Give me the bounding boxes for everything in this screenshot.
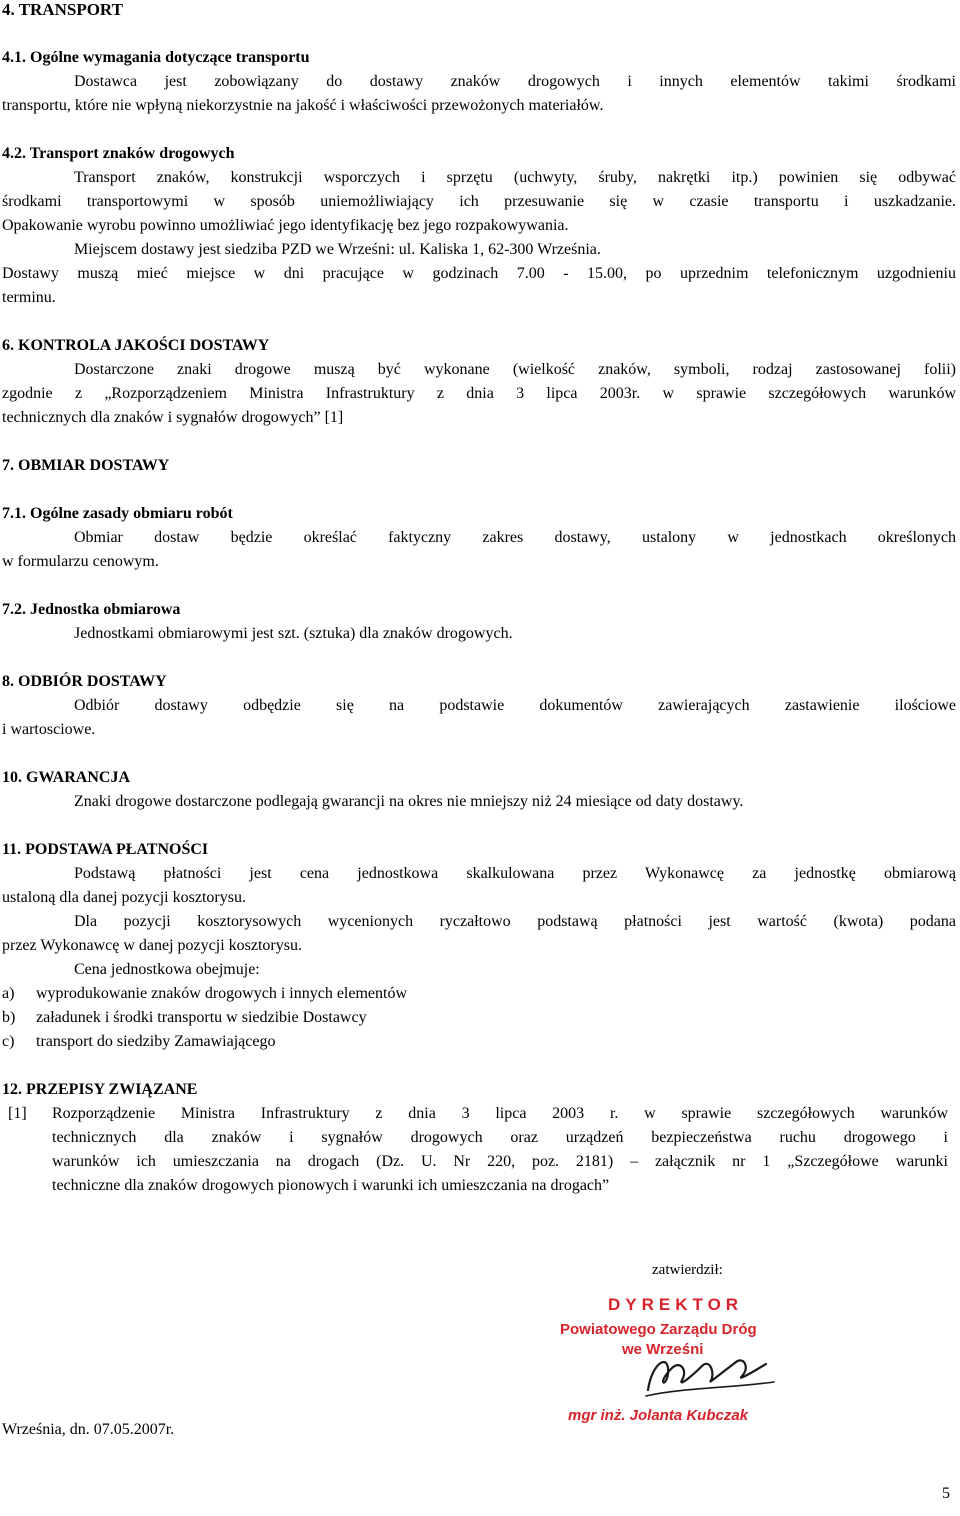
section-7-2-heading: 7.2. Jednostka obmiarowa (2, 601, 181, 618)
section-8-line-2: i wartosciowe. (2, 721, 96, 738)
section-7-heading: 7. OBMIAR DOSTAWY (2, 457, 170, 474)
list-item-marker: b) (2, 1009, 16, 1026)
reference-line-2: technicznych dla znaków i sygnałów drogowych oraz urządzeń bezpieczeństwa ruchu drogowego i (52, 1129, 948, 1146)
section-4-1-line-1: Dostawca jest zobowiązany do dostawy znaków drogowych i innych elementów takimi środkami (74, 73, 956, 90)
section-4-2-line-6: terminu. (2, 289, 56, 306)
section-11-line-3: Dla pozycji kosztorysowych wycenionych ryczałtowo podstawą płatności jest wartość (kwota) podana (74, 913, 956, 930)
section-4-2-line-3: Opakowanie wyrobu powinno umożliwiać jego identyfikację bez jego rozpakowywania. (2, 217, 569, 234)
section-4-2-heading: 4.2. Transport znaków drogowych (2, 145, 235, 162)
section-7-1-line-2: w formularzu cenowym. (2, 553, 159, 570)
section-11-line-2: ustaloną dla danej pozycji kosztorysu. (2, 889, 246, 906)
stamp-title: DYREKTOR (608, 1295, 744, 1314)
section-10-heading: 10. GWARANCJA (2, 769, 130, 786)
section-4-2-line-1: Transport znaków, konstrukcji wsporczych i sprzętu (uchwyty, śruby, nakrętki itp.) powinien się odbywać (74, 169, 956, 186)
section-8-heading: 8. ODBIÓR DOSTAWY (2, 673, 167, 690)
section-7-2-line-1: Jednostkami obmiarowymi jest szt. (sztuka) dla znaków drogowych. (74, 625, 513, 642)
section-6-line-2: zgodnie z „Rozporządzeniem Ministra Infrastruktury z dnia 3 lipca 2003r. w sprawie szczegółowych warunków (2, 385, 956, 402)
list-item: transport do siedziby Zamawiającego (36, 1033, 276, 1050)
section-6-line-3: technicznych dla znaków i sygnałów drogowych” [1] (2, 409, 344, 426)
section-10-line-1: Znaki drogowe dostarczone podlegają gwarancji na okres nie mniejszy niż 24 miesiące od daty dostawy. (74, 793, 744, 810)
section-6-heading: 6. KONTROLA JAKOŚCI DOSTAWY (2, 337, 270, 354)
list-item: załadunek i środki transportu w siedzibie Dostawcy (36, 1009, 367, 1026)
section-7-1-line-1: Obmiar dostaw będzie określać faktyczny zakres dostawy, ustalony w jednostkach określonych (74, 529, 956, 546)
section-11-line-4: przez Wykonawcę w danej pozycji kosztorysu. (2, 937, 302, 954)
reference-line-3: warunków ich umieszczania na drogach (Dz. U. Nr 220, poz. 2181) – załącznik nr 1 „Szczegółowe warunki (52, 1153, 948, 1170)
list-item-marker: c) (2, 1033, 15, 1050)
section-12-heading: 12. PRZEPISY ZWIĄZANE (2, 1081, 198, 1098)
section-4-2-line-5: Dostawy muszą mieć miejsce w dni pracujące w godzinach 7.00 - 15.00, po uprzednim telefonicznym uzgodnieniu (2, 265, 956, 282)
list-item-marker: a) (2, 985, 15, 1002)
section-4-heading: 4. TRANSPORT (2, 0, 123, 19)
page-number: 5 (942, 1485, 950, 1502)
place-date: Września, dn. 07.05.2007r. (2, 1421, 175, 1438)
approval-label: zatwierdził: (652, 1262, 723, 1278)
reference-marker: [1] (8, 1105, 27, 1122)
section-11-heading: 11. PODSTAWA PŁATNOŚCI (2, 841, 209, 858)
section-11-line-1: Podstawą płatności jest cena jednostkowa skalkulowana przez Wykonawcę za jednostkę obmiarową (74, 865, 956, 882)
signature-underline (646, 1382, 774, 1396)
director-stamp (560, 1292, 790, 1432)
section-11-line-5: Cena jednostkowa obejmuje: (74, 961, 260, 978)
section-4-2-line-2: środkami transportowymi w sposób uniemożliwiający ich przesuwanie się w czasie transportu i uszkadzanie. (2, 193, 956, 210)
reference-line-1: Rozporządzenie Ministra Infrastruktury z dnia 3 lipca 2003 r. w sprawie szczegółowych warunków (52, 1105, 948, 1122)
reference-line-4: techniczne dla znaków drogowych pionowych i warunki ich umieszczania na drogach” (52, 1177, 610, 1194)
section-8-line-1: Odbiór dostawy odbędzie się na podstawie dokumentów zawierających zastawienie ilościowe (74, 697, 956, 714)
section-4-1-line-2: transportu, które nie wpłyną niekorzystnie na jakość i właściwości przewożonych materiałów. (2, 97, 604, 114)
stamp-name: mgr inż. Jolanta Kubczak (568, 1407, 749, 1424)
section-7-1-heading: 7.1. Ogólne zasady obmiaru robót (2, 505, 233, 522)
section-6-line-1: Dostarczone znaki drogowe muszą być wykonane (wielkość znaków, symboli, rodzaj zastosowanej folii) (74, 361, 956, 378)
list-item: wyprodukowanie znaków drogowych i innych elementów (36, 985, 408, 1002)
section-4-2-line-4: Miejscem dostawy jest siedziba PZD we Wrześni: ul. Kaliska 1, 62-300 Września. (74, 241, 601, 258)
section-4-1-heading: 4.1. Ogólne wymagania dotyczące transportu (2, 49, 310, 66)
stamp-office: Powiatowego Zarządu Dróg (560, 1321, 757, 1338)
stamp-city: we Wrześni (622, 1341, 704, 1358)
